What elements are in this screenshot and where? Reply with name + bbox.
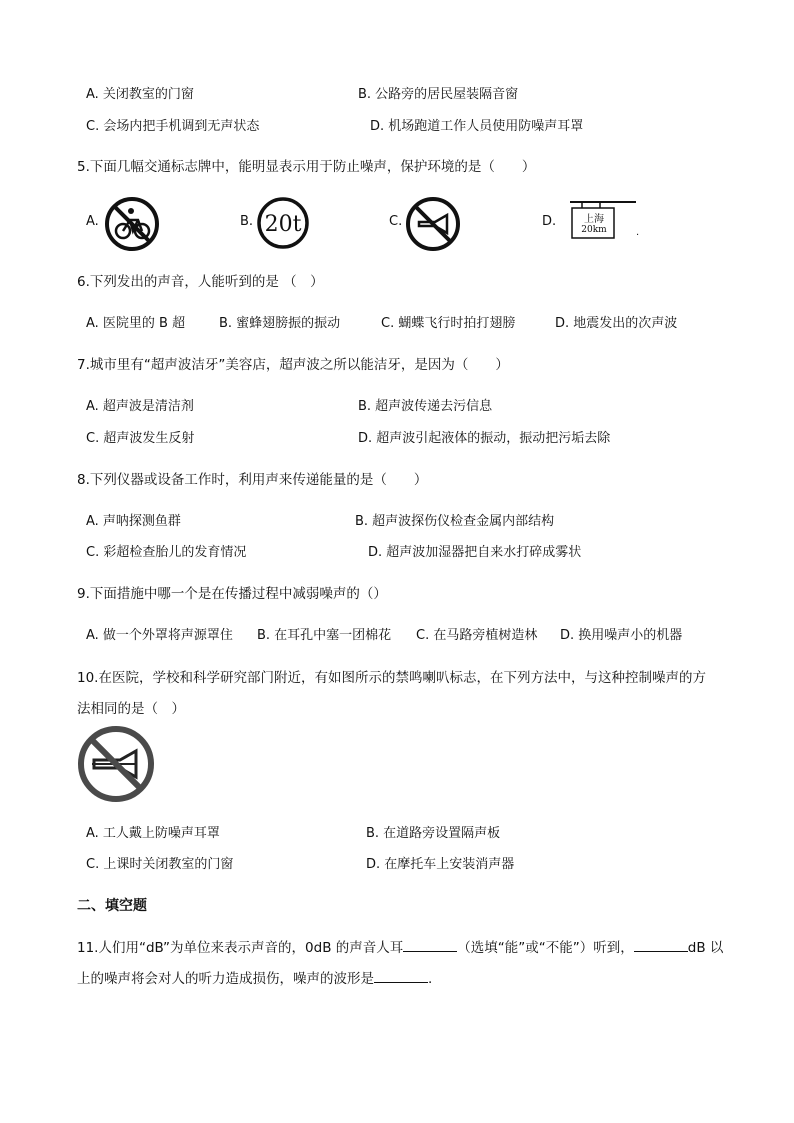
sign-trailing-dot: . bbox=[636, 227, 640, 238]
q9-option-a: A. 做一个外罩将声源罩住 bbox=[86, 628, 233, 643]
q6-option-b: B. 蜜蜂翅膀振的振动 bbox=[219, 316, 341, 331]
q7-option-c: C. 超声波发生反射 bbox=[86, 431, 195, 446]
q4-option-a: A. 关闭教室的门窗 bbox=[86, 87, 194, 102]
q10-stem-line1: 10.在医院，学校和科学研究部门附近，有如图所示的禁鸣喇叭标志，在下列方法中，与这种控制噪声的方 bbox=[77, 670, 706, 686]
q9-option-c: C. 在马路旁植树造林 bbox=[416, 628, 538, 643]
q4-option-b: B. 公路旁的居民屋装隔音窗 bbox=[358, 87, 519, 102]
q11-part2: （选填“能”或“不能”）听到， bbox=[457, 940, 634, 956]
no-horn-sign-large-icon bbox=[78, 726, 154, 802]
q11-part5: . bbox=[428, 971, 433, 987]
q5-stem: 5.下面几幅交通标志牌中，能明显表示用于防止噪声，保护环境的是（ ） bbox=[77, 159, 536, 175]
q10-option-a: A. 工人戴上防噪声耳罩 bbox=[86, 826, 220, 841]
weight-limit-text: 20t bbox=[264, 212, 302, 237]
q8-option-d: D. 超声波加湿器把自来水打碎成雾状 bbox=[368, 545, 582, 560]
q10-option-d: D. 在摩托车上安装消声器 bbox=[366, 857, 515, 872]
q9-option-b: B. 在耳孔中塞一团棉花 bbox=[257, 628, 392, 643]
q4-option-c: C. 会场内把手机调到无声状态 bbox=[86, 119, 260, 134]
q7-option-b: B. 超声波传递去污信息 bbox=[358, 399, 493, 414]
q9-option-d: D. 换用噪声小的机器 bbox=[560, 628, 683, 643]
q11-line2 bbox=[77, 967, 432, 987]
q6-option-d: D. 地震发出的次声波 bbox=[555, 316, 678, 331]
q5-option-c-label: C. bbox=[389, 214, 403, 229]
q10-stem-line2: 法相同的是（ ） bbox=[77, 701, 185, 717]
q8-stem: 8.下列仪器或设备工作时，利用声来传递能量的是（ ） bbox=[77, 472, 428, 488]
q11-line1 bbox=[77, 936, 723, 956]
q4-option-d: D. 机场跑道工作人员使用防噪声耳罩 bbox=[370, 119, 584, 134]
sign-city-text: 上海 bbox=[584, 214, 604, 225]
q8-option-c: C. 彩超检查胎儿的发育情况 bbox=[86, 545, 247, 560]
q11-part4: 上的噪声将会对人的听力造成损伤，噪声的波形是 bbox=[77, 971, 374, 987]
q6-option-a: A. 医院里的 B 超 bbox=[86, 316, 186, 331]
section-title: 二、填空题 bbox=[77, 898, 147, 914]
q5-option-a-label: A. bbox=[86, 214, 99, 229]
q5-option-d-label: D. bbox=[542, 214, 557, 229]
q6-stem: 6.下列发出的声音，人能听到的是 （ ） bbox=[77, 274, 324, 290]
q8-option-a: A. 声呐探测鱼群 bbox=[86, 514, 181, 529]
q7-option-a: A. 超声波是清洁剂 bbox=[86, 399, 194, 414]
weight-limit-sign-icon bbox=[256, 196, 310, 250]
q11-blank-1[interactable] bbox=[403, 939, 457, 952]
q10-option-c: C. 上课时关闭教室的门窗 bbox=[86, 857, 234, 872]
no-horn-sign-icon bbox=[405, 196, 461, 252]
no-bicycle-sign-icon bbox=[104, 196, 160, 252]
q6-option-c: C. 蝴蝶飞行时拍打翅膀 bbox=[381, 316, 516, 331]
q5-option-b-label: B. bbox=[240, 214, 254, 229]
q11-part1: 11.人们用“dB”为单位来表示声音的，0dB 的声音人耳 bbox=[77, 940, 404, 956]
q9-stem: 9.下面措施中哪一个是在传播过程中减弱噪声的（） bbox=[77, 586, 387, 602]
q11-blank-3[interactable] bbox=[374, 970, 428, 983]
q7-stem: 7.城市里有“超声波洁牙”美容店，超声波之所以能洁牙，是因为（ ） bbox=[77, 357, 509, 373]
sign-distance-text: 20km bbox=[581, 225, 607, 235]
q8-option-b: B. 超声波探伤仪检查金属内部结构 bbox=[355, 514, 555, 529]
q11-blank-2[interactable] bbox=[634, 939, 688, 952]
q11-part3: dB 以 bbox=[687, 940, 724, 956]
q7-option-d: D. 超声波引起液体的振动，振动把污垢去除 bbox=[358, 431, 611, 446]
q10-option-b: B. 在道路旁设置隔声板 bbox=[366, 826, 501, 841]
